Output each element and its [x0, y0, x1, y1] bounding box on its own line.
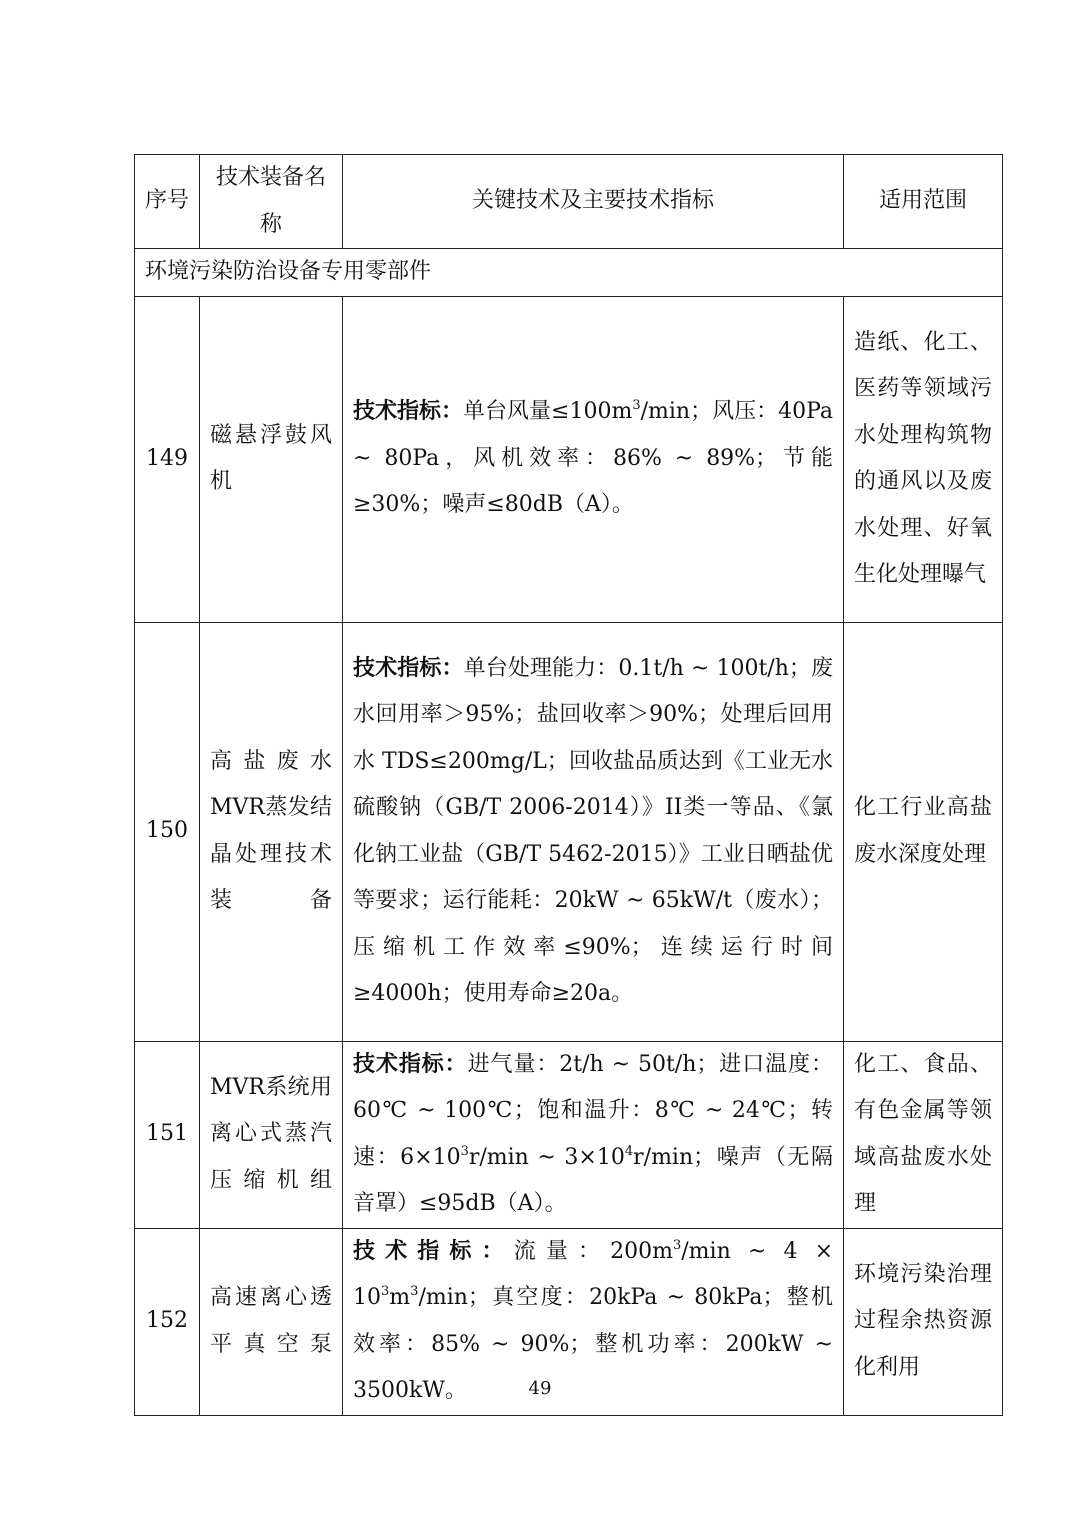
header-no: 序号 — [135, 155, 200, 249]
row-number: 149 — [135, 296, 200, 622]
equipment-name: 磁悬浮鼓风机 — [200, 296, 343, 622]
application-scope: 环境污染治理过程余热资源化利用 — [844, 1228, 1003, 1415]
key-tech-text: 单台处理能力：0.1t/h ~ 100t/h；废水回用率＞95%；盐回收率＞90%；处理后回用水 TDS≤200mg/L；回收盐品质达到《工业无水硫酸钠（GB/T 2006-2014）》II类一等品、《氯化钠工业盐（GB/T 5462-2015）》工业日晒盐优等要求；运行能耗：20kW ~ 65kW/t（废水）；压缩机工作效率≤90%；连续运行时间≥4000h；使用寿命≥20a。 — [353, 655, 833, 1006]
superscript: 3 — [381, 1284, 390, 1299]
superscript: 3 — [410, 1284, 419, 1299]
equipment-name: 高盐废水MVR蒸发结晶处理技术装备 — [200, 622, 343, 1041]
superscript: 3 — [672, 1237, 682, 1253]
section-title: 环境污染防治设备专用零部件 — [135, 249, 1003, 297]
section-row — [135, 249, 1003, 297]
tech-indicator-label: 技术指标： — [353, 655, 464, 681]
superscript: 3 — [460, 1143, 469, 1159]
key-tech-text: r/min；噪声（无隔音罩）≤95dB（A）。 — [353, 1144, 834, 1216]
tech-indicator-label: 技术指标： — [353, 1051, 468, 1077]
key-tech-text: /min ~ 4 × 10 — [353, 1238, 834, 1310]
header-name: 技术装备名称 — [200, 155, 343, 249]
equipment-name: 高速离心透平真空泵 — [200, 1228, 343, 1415]
page-number: 49 — [528, 1378, 552, 1399]
key-tech-text: 单台风量≤100m — [463, 399, 633, 425]
application-scope: 化工、食品、有色金属等领域高盐废水处理 — [844, 1041, 1003, 1228]
table-header-row — [135, 155, 1003, 249]
superscript: 4 — [624, 1143, 634, 1159]
table-row — [135, 622, 1003, 1041]
key-tech-text: /min；真空度：20kPa ~ 80kPa；整机效率：85% ~ 90%；整机功率：200kW ~ 3500kW。 — [353, 1285, 833, 1403]
application-scope: 造纸、化工、医药等领域污水处理构筑物的通风以及废水处理、好氧生化处理曝气 — [844, 296, 1003, 622]
tech-indicator-label: 技术指标： — [353, 399, 464, 425]
header-scope: 适用范围 — [844, 155, 1003, 249]
equipment-table — [134, 154, 1003, 1416]
application-scope: 化工行业高盐废水深度处理 — [844, 622, 1003, 1041]
superscript: 3 — [632, 398, 641, 414]
key-tech-cell — [343, 622, 844, 1041]
table-row — [135, 296, 1003, 622]
key-tech-text: 进气量：2t/h ~ 50t/h；进口温度：60℃ ~ 100℃；饱和温升：8℃ ~ 24℃；转速：6×10 — [353, 1051, 833, 1170]
key-tech-cell — [343, 296, 844, 622]
key-tech-text: /min；风压：40Pa ~ 80Pa，风机效率：86% ~ 89%；节能≥30%；噪声≤80dB（A）。 — [353, 399, 833, 518]
row-number: 151 — [135, 1041, 200, 1228]
row-number: 152 — [135, 1228, 200, 1415]
table-row — [135, 1041, 1003, 1228]
row-number: 150 — [135, 622, 200, 1041]
tech-indicator-label: 技术指标： — [353, 1238, 514, 1264]
equipment-name: MVR系统用离心式蒸汽压缩机组 — [200, 1041, 343, 1228]
key-tech-text: m — [389, 1285, 411, 1310]
key-tech-text: r/min ~ 3×10 — [468, 1144, 625, 1170]
key-tech-cell — [343, 1041, 844, 1228]
key-tech-text: 流量：200m — [513, 1238, 673, 1264]
header-key-tech: 关键技术及主要技术指标 — [343, 155, 844, 249]
